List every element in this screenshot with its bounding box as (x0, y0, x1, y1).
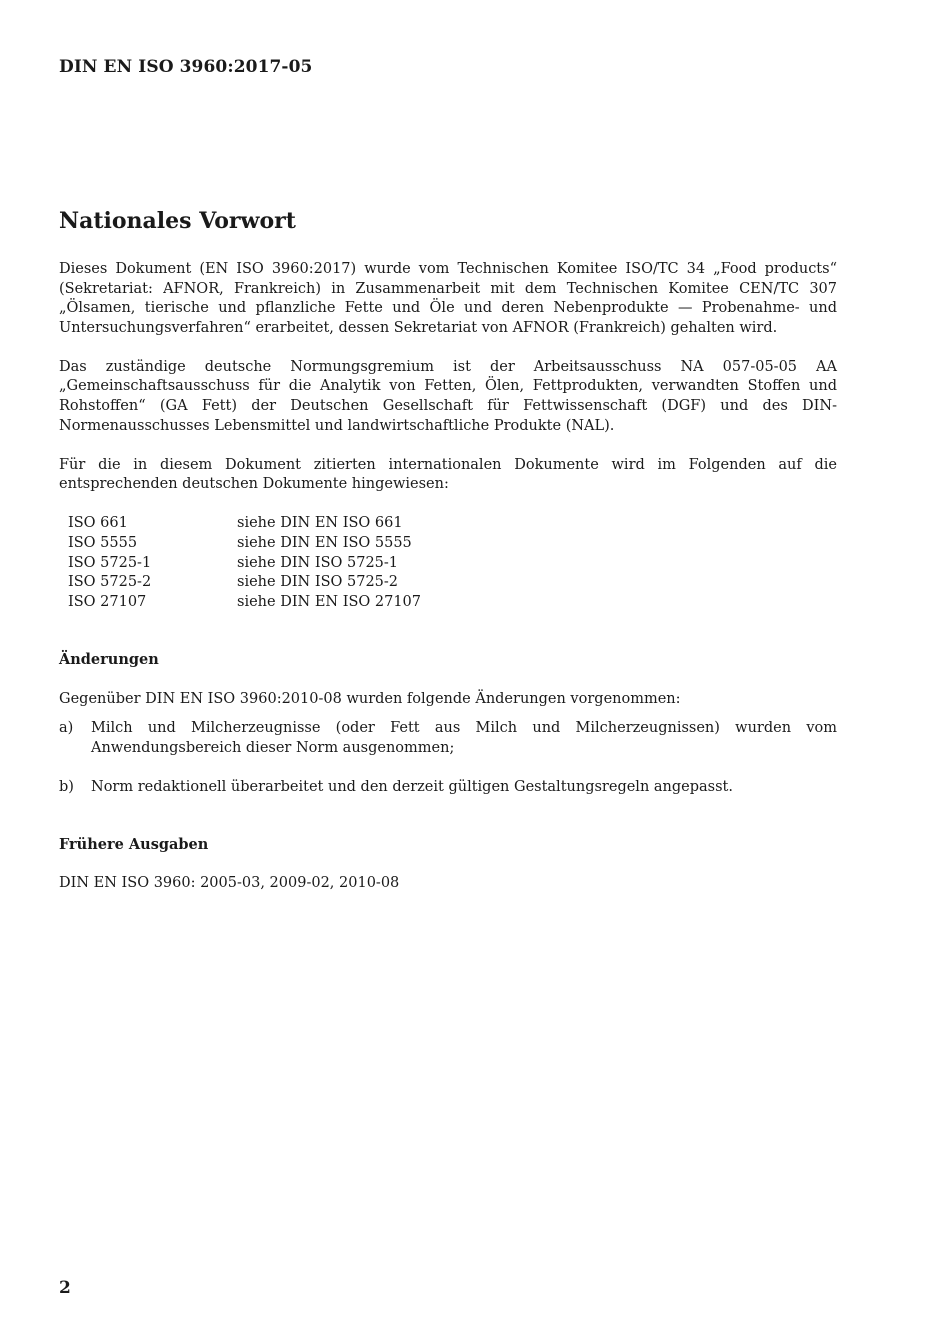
reference-iso: ISO 27107 (68, 593, 147, 610)
list-text: Milch und Milcherzeugnisse (oder Fett aus Milch und Milcherzeugnissen) wurden vom Anwendungsbereich dieser Norm ausgenommen; (91, 720, 837, 756)
changes-intro: Gegenüber DIN EN ISO 3960:2010-08 wurden folgende Änderungen vorgenommen: (59, 690, 681, 707)
change-item (59, 778, 837, 798)
reference-row (68, 554, 421, 574)
reference-din: siehe DIN ISO 5725-1 (237, 554, 399, 571)
section-title: Nationales Vorwort (59, 208, 296, 234)
reference-row (68, 593, 421, 613)
reference-din: siehe DIN ISO 5725-2 (237, 574, 399, 591)
reference-iso: ISO 5725-2 (68, 574, 152, 591)
reference-row (68, 573, 421, 593)
reference-row (68, 514, 421, 534)
reference-din: siehe DIN EN ISO 661 (237, 515, 403, 532)
page-number: 2 (59, 1278, 71, 1298)
list-text: Norm redaktionell überarbeitet und den derzeit gültigen Gestaltungsregeln angepasst. (91, 778, 733, 795)
reference-table (68, 514, 421, 612)
reference-iso: ISO 5555 (68, 535, 138, 552)
list-marker: b) (59, 778, 74, 795)
reference-iso: ISO 5725-1 (68, 554, 152, 571)
reference-din: siehe DIN EN ISO 5555 (237, 535, 412, 552)
change-item (59, 719, 837, 758)
previous-editions-text: DIN EN ISO 3960: 2005-03, 2009-02, 2010-08 (59, 875, 400, 892)
list-marker: a) (59, 720, 74, 737)
changes-heading: Änderungen (59, 651, 159, 669)
reference-din: siehe DIN EN ISO 27107 (237, 593, 422, 610)
reference-iso: ISO 661 (68, 515, 128, 532)
paragraph-national-body: Das zuständige deutsche Normungsgremium ist der Arbeitsausschuss NA 057-05-05 AA „Gemeinschaftsausschuss für die Analytik von Fetten, Ölen, Fettprodukten, verwandten Stoffen und Rohstoffen“ (GA Fett) der Deutschen Gesellschaft für Fettwissenschaft (DGF) und des DIN-Normenausschusses Lebensmittel und landwirtschaftliche Produkte (NAL). (59, 358, 837, 434)
reference-row (68, 534, 421, 554)
document-header-id: DIN EN ISO 3960:2017-05 (59, 57, 313, 77)
page-content (59, 206, 837, 894)
paragraph-committee: Dieses Dokument (EN ISO 3960:2017) wurde vom Technischen Komitee ISO/TC 34 „Food products“ (Sekretariat: AFNOR, Frankreich) in Zusammenarbeit mit dem Technischen Komitee CEN/TC 307 „Ölsamen, tierische und pflanzliche Fette und Öle und deren Nebenprodukte — Probenahme- und Untersuchungsverfahren“ erarbeitet, dessen Sekretariat von AFNOR (Frankreich) gehalten wird. (59, 261, 837, 336)
paragraph-references-intro: Für die in diesem Dokument zitierten internationalen Dokumente wird im Folgenden auf die entsprechenden deutschen Dokumente hingewiesen: (59, 456, 837, 493)
previous-editions-heading: Frühere Ausgaben (59, 836, 209, 854)
